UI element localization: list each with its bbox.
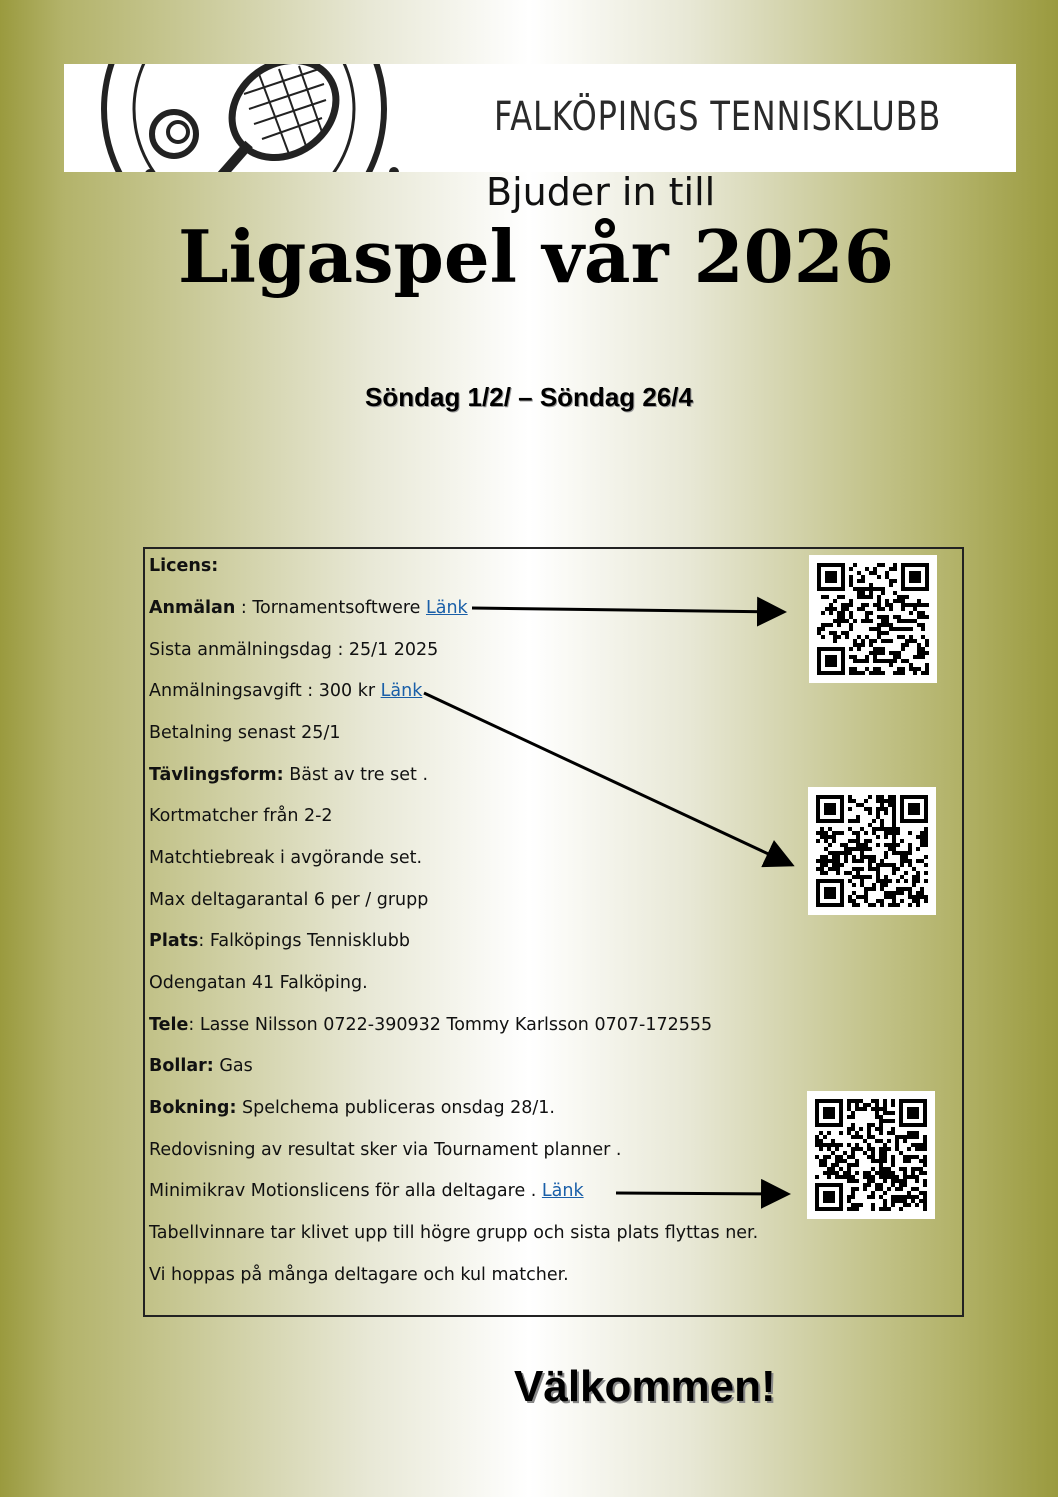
licens-heading: Licens: (149, 556, 219, 576)
adress-line: Odengatan 41 Falköping. (149, 973, 368, 993)
sista-line: Sista anmälningsdag : 25/1 2025 (149, 640, 439, 660)
avslut-line: Vi hoppas på många deltagare och kul matcher. (149, 1265, 569, 1285)
tabellvinnare-line: Tabellvinnare tar klivet upp till högre grupp och sista plats flyttas ner. (149, 1223, 759, 1243)
betalning-line: Betalning senast 25/1 (149, 723, 341, 743)
page-title: Ligaspel vår 2026 (178, 214, 894, 299)
welcome-text: Välkommen! (514, 1362, 776, 1411)
max-line: Max deltagarantal 6 per / grupp (149, 890, 429, 910)
club-name: FALKÖPINGS TENNISKLUBB (494, 94, 942, 140)
minimikrav-link[interactable]: Länk (541, 1181, 584, 1201)
arrow-to-qr-1 (472, 608, 784, 612)
matchtiebreak-line: Matchtiebreak i avgörande set. (149, 848, 423, 868)
avgift-line: Anmälningsavgift : 300 kr Länk (149, 681, 423, 701)
tele-line: Tele: Lasse Nilsson 0722-390932 Tommy Karlsson 0707-172555 (149, 1015, 713, 1035)
avgift-link[interactable]: Länk (380, 681, 423, 701)
minimikrav-line: Minimikrav Motionslicens för alla deltagare . Länk (149, 1181, 584, 1201)
event-dates: Söndag 1/2/ – Söndag 26/4 (365, 382, 693, 412)
arrow-to-qr-2 (424, 693, 792, 865)
bollar-line: Bollar: Gas (149, 1056, 253, 1076)
redovisning-line: Redovisning av resultat sker via Tournament planner . (149, 1140, 622, 1160)
tavling-line: Tävlingsform: Bäst av tre set . (149, 765, 429, 785)
invite-text: Bjuder in till (486, 170, 716, 214)
arrow-to-qr-3 (616, 1193, 788, 1194)
anmalan-link[interactable]: Länk (425, 598, 468, 618)
bokning-line: Bokning: Spelchema publiceras onsdag 28/1. (149, 1098, 555, 1118)
plats-line: Plats: Falköpings Tennisklubb (149, 931, 410, 951)
kortmatcher-line: Kortmatcher från 2-2 (149, 806, 333, 826)
anmalan-line: Anmälan : Tornamentsoftwere Länk (149, 598, 468, 618)
